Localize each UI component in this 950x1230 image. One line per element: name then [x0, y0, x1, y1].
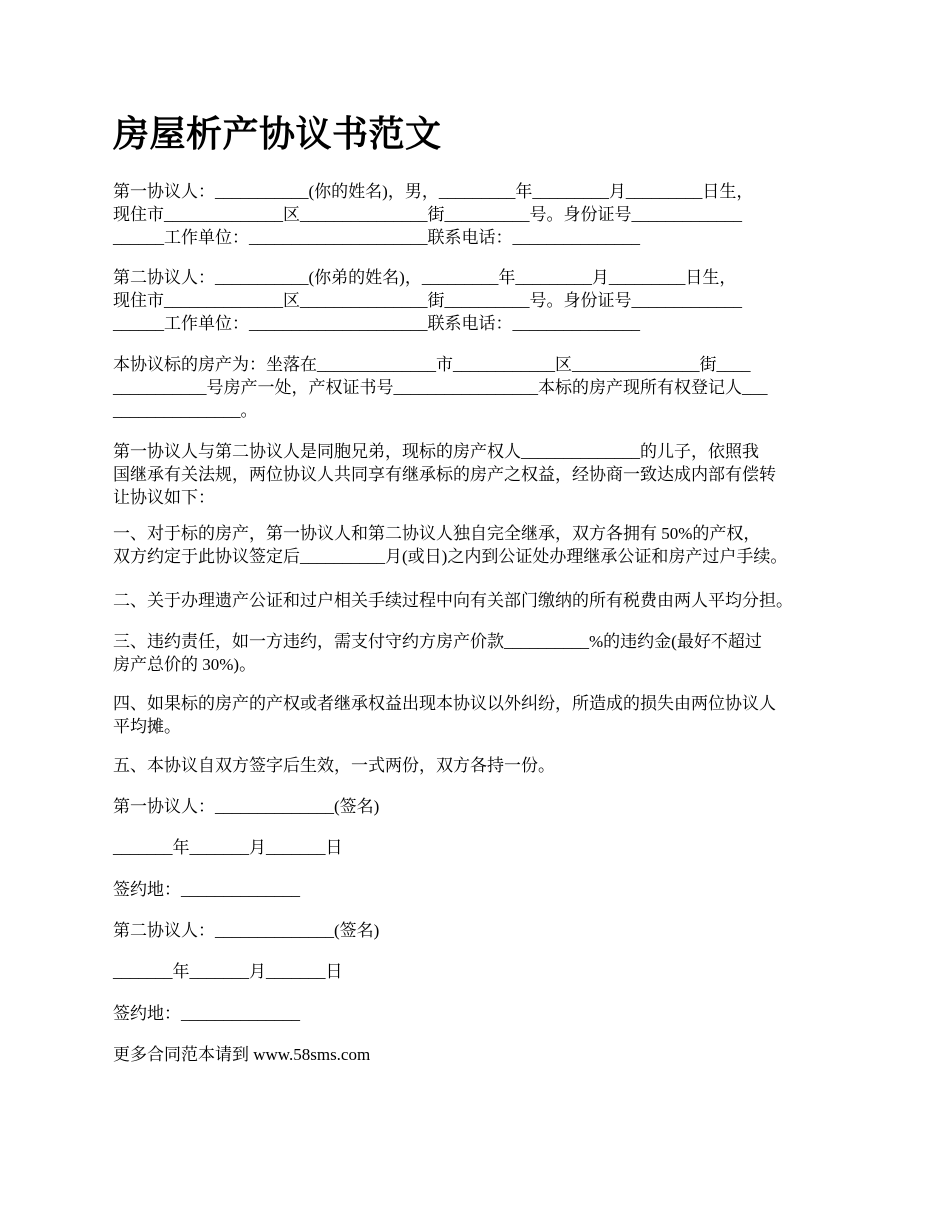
property-line-3: _______________。 — [113, 401, 258, 420]
clause-3-line-1: 三、违约责任，如一方违约，需支付守约方房产价款__________%的违约金(最好不超过 — [113, 632, 762, 651]
background-line-1: 第一协议人与第二协议人是同胞兄弟，现标的房产权人______________的儿子，依照我 — [113, 442, 759, 461]
party1-line-3: ______工作单位：_____________________联系电话：_______________ — [113, 228, 640, 247]
clause-1-line-1: 一、对于标的房产，第一协议人和第二协议人独自完全继承，双方各拥有 50%的产权， — [113, 524, 761, 543]
signature2-place-text: 签约地：______________ — [113, 1004, 300, 1023]
party2-line-3: ______工作单位：_____________________联系电话：_______________ — [113, 314, 640, 333]
party2-section — [113, 266, 843, 335]
property-section — [113, 353, 843, 422]
signature2-date — [113, 960, 843, 983]
party1-line-2: 现住市______________区_______________街__________号。身份证号_____________ — [113, 205, 742, 224]
signature2-name — [113, 919, 843, 942]
background-line-3: 让协议如下： — [113, 488, 215, 507]
party2-line-1: 第二协议人：___________(你弟的姓名)，_________年_________月_________日生， — [113, 268, 737, 287]
clause-3-line-2: 房产总价的 30%)。 — [113, 655, 257, 674]
footer-text: 更多合同范本请到 www.58sms.com — [113, 1045, 371, 1064]
clause-2 — [113, 589, 843, 612]
clause-4-line-2: 平均摊。 — [113, 717, 181, 736]
signature2-name-text: 第二协议人：______________(签名) — [113, 921, 380, 940]
party1-section — [113, 180, 843, 249]
signature1-place-text: 签约地：______________ — [113, 880, 300, 899]
clause-1-line-2: 双方约定于此协议签定后__________月(或日)之内到公证处办理继承公证和房产过户手续。 — [113, 547, 788, 566]
signature1-date — [113, 836, 843, 859]
party1-line-1: 第一协议人：___________(你的姓名)，男，_________年_________月_________日生， — [113, 182, 754, 201]
background-section — [113, 440, 843, 509]
clause-5 — [113, 754, 843, 777]
signature1-name — [113, 795, 843, 818]
signature2-place — [113, 1002, 843, 1025]
clause-4 — [113, 692, 843, 738]
footer-note — [113, 1043, 843, 1066]
signature1-date-text: _______年_______月_______日 — [113, 838, 343, 857]
signature2-date-text: _______年_______月_______日 — [113, 962, 343, 981]
signature1-place — [113, 878, 843, 901]
property-line-2: ___________号房产一处，产权证书号_________________本标的房产现所有权登记人___ — [113, 378, 768, 397]
clause-1 — [113, 522, 843, 568]
clause-2-line-1: 二、关于办理遗产公证和过户相关手续过程中向有关部门缴纳的所有税费由两人平均分担。 — [113, 591, 793, 610]
background-line-2: 国继承有关法规，两位协议人共同享有继承标的房产之权益，经协商一致达成内部有偿转 — [113, 465, 776, 484]
clause-5-line-1: 五、本协议自双方签字后生效，一式两份，双方各持一份。 — [113, 756, 555, 775]
party2-line-2: 现住市______________区_______________街__________号。身份证号_____________ — [113, 291, 742, 310]
document-title: 房屋析产协议书范文 — [113, 114, 442, 154]
signature1-name-text: 第一协议人：______________(签名) — [113, 797, 380, 816]
property-line-1: 本协议标的房产为：坐落在______________市____________区_______________街____ — [113, 355, 751, 374]
clause-4-line-1: 四、如果标的房产的产权或者继承权益出现本协议以外纠纷，所造成的损失由两位协议人 — [113, 694, 776, 713]
clause-3 — [113, 630, 843, 676]
